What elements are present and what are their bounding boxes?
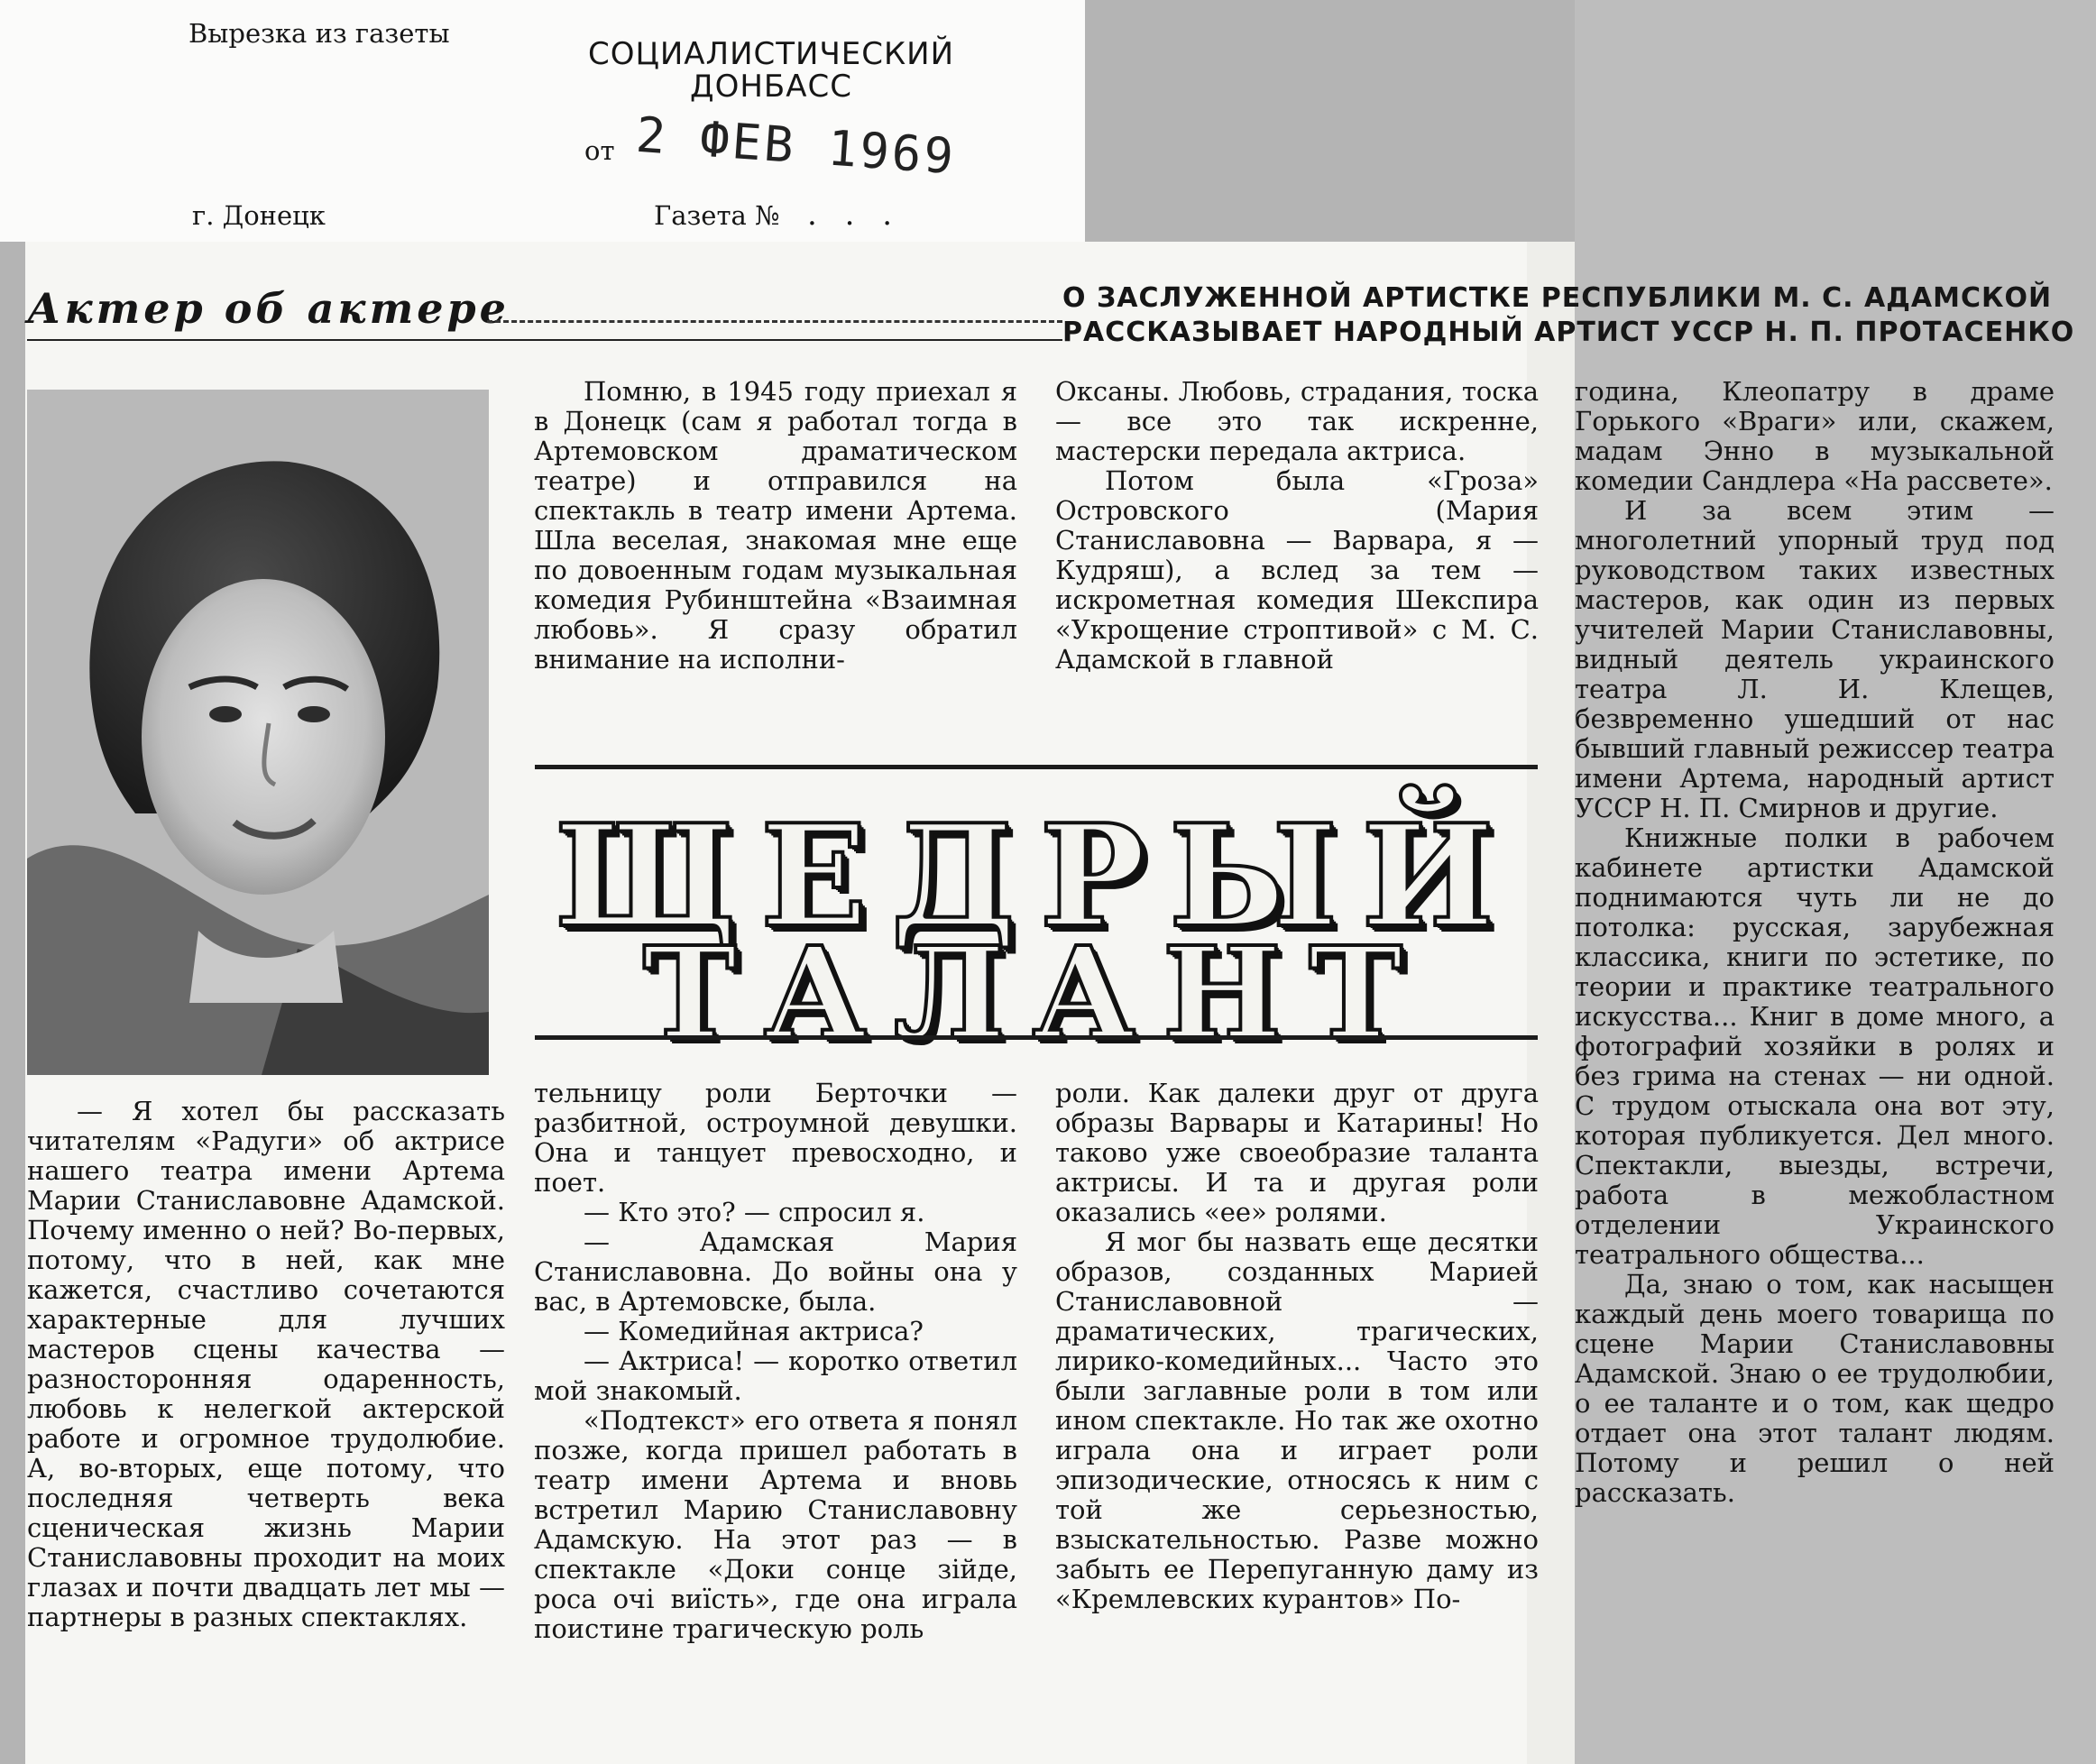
- rubric-dashes: [487, 320, 1062, 323]
- paragraph: Помню, в 1945 году приехал я в Донецк (сам я работал тогда в Артемовском драматическом театре) и отправился на спектакль в театр имени Артема. Шла веселая, знакомая мне еще по довоенным годам музыкальная комедия Рубинштейна «Взаимная любовь». Я сразу обратил внимание на исполни-: [534, 376, 1017, 675]
- paragraph: Я мог бы назвать еще десятки образов, созданных Марией Станиславовной — драматических, трагических, лирико-комедийных... Часто это были заглавные роли в том или ином спектакле. Но так же охотно играла она и играет роли эпизодические, относясь к ним с той же серьезностью, взыскательностью. Разве можно забыть ее Перепуганную даму из «Кремлевских курантов» По-: [1055, 1227, 1539, 1614]
- portrait-image: [27, 390, 489, 1075]
- paragraph: — Адамская Мария Станиславовна. До войны она у вас, в Артемовске, была.: [534, 1227, 1017, 1317]
- city-label: г. Донецк: [192, 200, 326, 231]
- newspaper-name: СОЦИАЛИСТИЧЕСКИЙ ДОНБАСС: [587, 36, 955, 105]
- clipping-label: Вырезка из газеты: [188, 18, 450, 49]
- paragraph: «Подтекст» его ответа я понял позже, когда пришел работать в театр имени Артема и вновь встретил Марию Станиславовну Адамскую. На этот раз — в спектакле «Доки сонце зійде, роса очі виїсть», где она играла поистине трагическую роль: [534, 1405, 1017, 1644]
- paragraph: И за всем этим — многолетний упорный труд под руководством таких известных мастеров, как один из первых учителей Марии Станиславовны, видный деятель украинского театра Л. И. Клещев, безвременно ушедший от нас бывший главный режиссер театра имени Артема, народный артист УССР Н. П. Смирнов и другие.: [1575, 495, 2055, 823]
- subheading-line-1: О ЗАСЛУЖЕННОЙ АРТИСТКЕ РЕСПУБЛИКИ М. С. АДАМСКОЙ: [1062, 282, 2053, 314]
- paragraph: — Комедийная актриса?: [584, 1316, 924, 1346]
- column-3-bottom: [1055, 1079, 1539, 1614]
- paragraph: година, Клеопатру в драме Горького «Враги» или, скажем, мадам Энно в музыкальной комедии Сандлера «На рассвете».: [1575, 376, 2055, 496]
- paragraph: — Кто это? — спросил я.: [584, 1197, 925, 1227]
- paragraph: Потом была «Гроза» Островского (Мария Станиславовна — Варвара, я — Кудряш), а вслед за тем — искрометная комедия Шекспира «Укрощение строптивой» с М. С. Адамской в главной: [1055, 465, 1539, 675]
- paragraph: Книжные полки в рабочем кабинете артистки Адамской поднимаются чуть ли не до потолка: русская, зарубежная классика, книги по эстетике, по теории и практике театрального искусства... Книг в доме много, а фотографий хозяйки в ролях и без грима на стенах — ни одной. С трудом отыскала она вот эту, которая публикуется. Дел много. Спектакли, выезды, встречи, работа в межобластном отделении Украинского театрального общества...: [1575, 822, 2055, 1270]
- paragraph: роли. Как далеки друг от друга образы Варвары и Катарины! Но таково уже своеобразие таланта актрисы. И та и другая роли оказались «ее» ролями.: [1055, 1078, 1539, 1227]
- paragraph: тельницу роли Берточки — разбитной, остроумной девушки. Она и танцует превосходно, и поет.: [534, 1078, 1017, 1198]
- title-rule-top: [535, 765, 1538, 769]
- article-title-line-1: ЩЕДРЫЙ: [555, 794, 1518, 959]
- column-2-bottom: [534, 1079, 1017, 1644]
- article-title-line-2: ТАЛАНТ: [642, 920, 1430, 1068]
- newspaper-number-dots: . . .: [807, 197, 902, 233]
- newspaper-number-label: Газета №: [654, 200, 780, 231]
- column-3-top: [1055, 377, 1539, 675]
- subheading-line-2: РАССКАЗЫВАЕТ НАРОДНЫЙ АРТИСТ УССР Н. П. ПРОТАСЕНКО: [1062, 317, 2075, 348]
- actress-portrait-photo: [27, 390, 489, 1075]
- column-1-bottom: [27, 1097, 505, 1632]
- paragraph: — Актриса! — коротко ответил мой знакомый.: [534, 1346, 1017, 1406]
- title-rule-bottom: [535, 1035, 1538, 1040]
- date-prefix: от: [584, 135, 615, 166]
- date-stamp: 2 ФЕВ 1969: [634, 106, 958, 186]
- rubric-underline: [27, 339, 1062, 341]
- rubric-title: Актер об актере: [27, 284, 510, 333]
- column-4: [1575, 377, 2055, 1508]
- article-subheading: [1062, 281, 2074, 350]
- clipping-header-slip: [0, 0, 1085, 242]
- column-2-top: [534, 377, 1017, 675]
- paragraph: Оксаны. Любовь, страдания, тоска — все это так искренне, мастерски передала актриса.: [1055, 376, 1539, 466]
- paragraph: — Я хотел бы рассказать читателям «Радуги» об актрисе нашего театра имени Артема Марии Станиславовне Адамской. Почему именно о ней? Во-первых, потому, что в ней, как мне кажется, счастливо сочетаются характерные для лучших мастеров сцены качества — разносторонняя одаренность, любовь к нелегкой актерской работе и огромное трудолюбие. А, во-вторых, еще потому, что последняя четверть века сценическая жизнь Марии Станиславовны проходит на моих глазах и почти двадцать лет мы — партнеры в разных спектаклях.: [27, 1096, 505, 1632]
- paragraph: Да, знаю о том, как насыщен каждый день моего товарища по сцене Марии Станиславовны Адамской. Знаю о ее трудолюбии, о ее таланте и о том, как щедро отдает она этот талант людям. Потому и решил о ней рассказать.: [1575, 1269, 2055, 1508]
